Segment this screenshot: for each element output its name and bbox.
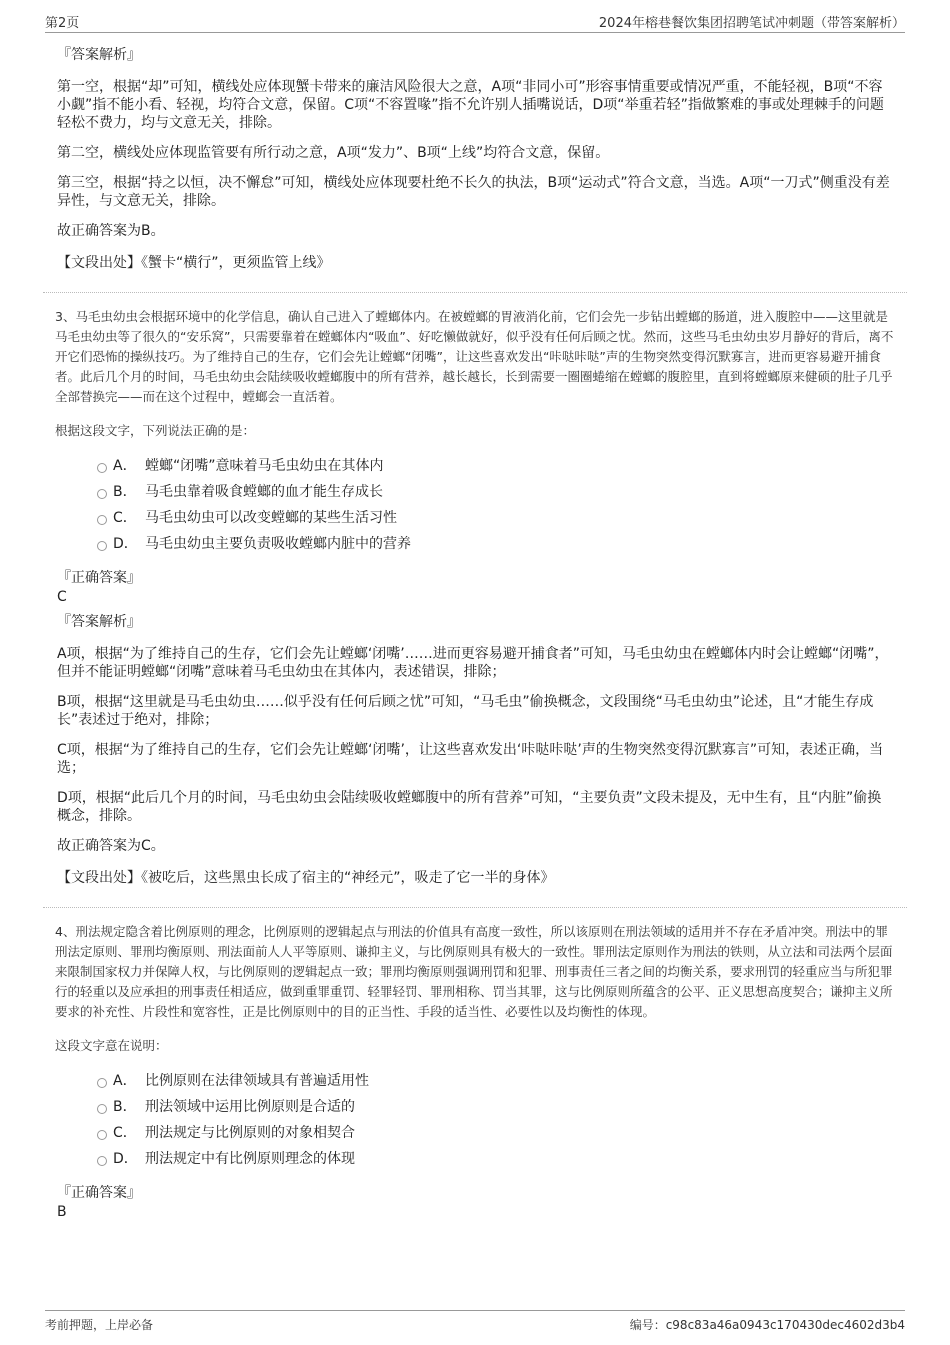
question-3-analysis-label: 『答案解析』 xyxy=(57,614,141,630)
question-divider xyxy=(43,292,907,293)
question-4-correct-label: 『正确答案』 xyxy=(57,1185,141,1201)
radio-button-icon[interactable] xyxy=(97,515,107,525)
question-4-option-d[interactable] xyxy=(93,1146,895,1172)
question-3-source: 【文段出处】《被吃后，这些黑虫长成了宿主的“神经元”，吸走了它一半的身体》 xyxy=(57,870,555,886)
page-number: 第2页 xyxy=(45,16,80,31)
option-text: 马毛虫靠着吸食螳螂的血才能生存成长 xyxy=(145,484,383,500)
radio-button-icon[interactable] xyxy=(97,1156,107,1166)
question-3-correct-label: 『正确答案』 xyxy=(57,570,141,586)
page-footer xyxy=(45,1310,905,1335)
document-title: 2024年榕巷餐饮集团招聘笔试冲刺题（带答案解析） xyxy=(598,16,905,31)
option-letter: D． xyxy=(113,1151,138,1167)
question-divider xyxy=(43,907,907,908)
question-3-answer-conclusion: 故正确答案为C。 xyxy=(57,838,165,854)
question-3-analysis-paragraph: C项，根据“为了维持自己的生存，它们会先让螳螂‘闭嘴’，让这些喜欢发出‘咔哒咔哒’声的生物突然变得沉默寡言”可知，表述正确，当选； xyxy=(57,742,884,776)
question-3-analysis-paragraph: A项，根据“为了维持自己的生存，它们会先让螳螂‘闭嘴’……进而更容易避开捕食者”可知，马毛虫幼虫在螳螂体内时会让螳螂“闭嘴”，但并不能证明螳螂“闭嘴”意味着马毛虫幼虫在其体内，表述错误，排除； xyxy=(57,646,889,680)
option-text: 螳螂“闭嘴”意味着马毛虫幼虫在其体内 xyxy=(145,458,384,474)
option-text: 比例原则在法律领域具有普遍适用性 xyxy=(145,1073,369,1089)
option-letter: D． xyxy=(113,536,138,552)
prev-analysis-paragraph: 第二空，横线处应体现监管要有所行动之意，A项“发力”、B项“上线”均符合文意，保留。 xyxy=(57,145,610,161)
option-letter: B． xyxy=(113,484,137,500)
option-text: 刑法规定中有比例原则理念的体现 xyxy=(145,1151,355,1167)
radio-button-icon[interactable] xyxy=(97,1104,107,1114)
prev-analysis-label: 『答案解析』 xyxy=(57,47,141,63)
prev-analysis-paragraph: 第一空，根据“却”可知，横线处应体现蟹卡带来的廉洁风险很大之意，A项“非同小可”形容事情重要或情况严重，不能轻视，B项“不容小觑”指不能小看、轻视，均符合文意，保留。C项“不容置喙”指不允许别人插嘴说话，D项“举重若轻”指做繁难的事或处理棘手的问题轻松不费力，均与文意无关，排除。 xyxy=(57,79,884,131)
question-4-option-c[interactable] xyxy=(93,1120,895,1146)
radio-button-icon[interactable] xyxy=(97,463,107,473)
footer-slogan: 考前押题，上岸必备 xyxy=(45,1318,154,1332)
document-code-value: c98c83a46a0943c170430dec4602d3b4 xyxy=(665,1318,905,1332)
option-text: 刑法规定与比例原则的对象相契合 xyxy=(145,1125,355,1141)
radio-button-icon[interactable] xyxy=(97,1078,107,1088)
document-body xyxy=(55,44,895,1226)
question-4-options xyxy=(93,1068,895,1172)
question-3-analysis-paragraph: D项，根据“此后几个月的时间，马毛虫幼虫会陆续吸收螳螂腹中的所有营养”可知，“主要负责”文段未提及，无中生有，且“内脏”偷换概念，排除。 xyxy=(57,790,882,824)
option-text: 马毛虫幼虫主要负责吸收螳螂内脏中的营养 xyxy=(145,536,411,552)
question-4-option-a[interactable] xyxy=(93,1068,895,1094)
document-code xyxy=(630,1316,905,1333)
option-text: 马毛虫幼虫可以改变螳螂的某些生活习性 xyxy=(145,510,397,526)
question-3-options xyxy=(93,453,895,557)
option-letter: B． xyxy=(113,1099,137,1115)
question-3-text: 3、马毛虫幼虫会根据环境中的化学信息，确认自己进入了螳螂体内。在被螳螂的胃液消化前，它们会先一步钻出螳螂的肠道，进入腹腔中——这里就是马毛虫幼虫等了很久的“安乐窝”，只需要靠着在螳螂体内“吸血”、好吃懒做就好，似乎没有任何后顾之忧。然而，这些马毛虫幼虫岁月静好的背后，离不开它们恐怖的操纵技巧。为了维持自己的生存，它们会先让螳螂“闭嘴”，让这些喜欢发出“咔哒咔哒”声的生物突然变得沉默寡言，进而更容易避开捕食者。此后几个月的时间，马毛虫幼虫会陆续吸收螳螂腹中的所有营养，越长越长，长到需要一圈圈蜷缩在螳螂的腹腔里，直到将螳螂原来健硕的肚子几乎全部替换完——而在这个过程中，螳螂会一直活着。 xyxy=(55,309,894,404)
question-3-prompt: 根据这段文字，下列说法正确的是： xyxy=(55,423,256,438)
question-3-analysis-paragraph: B项，根据“这里就是马毛虫幼虫……似乎没有任何后顾之忧”可知，“马毛虫”偷换概念，文段围绕“马毛虫幼虫”论述，且“才能生存成长”表述过于绝对，排除； xyxy=(57,694,874,728)
radio-button-icon[interactable] xyxy=(97,541,107,551)
question-3-option-c[interactable] xyxy=(93,505,895,531)
question-3-option-b[interactable] xyxy=(93,479,895,505)
question-4-correct-answer: B xyxy=(57,1204,67,1220)
option-letter: C． xyxy=(113,510,137,526)
radio-button-icon[interactable] xyxy=(97,1130,107,1140)
question-4-text: 4、刑法规定隐含着比例原则的理念，比例原则的逻辑起点与刑法的价值具有高度一致性，所以该原则在刑法领域的适用并不存在矛盾冲突。刑法中的罪刑法定原则、罪刑均衡原则、刑法面前人人平等原则、谦抑主义，与比例原则具有极大的一致性。罪刑法定原则作为刑法的铁则，从立法和司法两个层面来限制国家权力并保障人权，与比例原则的逻辑起点一致；罪刑均衡原则强调刑罚和犯罪、刑事责任三者之间的均衡关系，要求刑罚的轻重应当与所犯罪行的轻重以及应承担的刑事责任相适应，做到重罪重罚、轻罪轻罚、罪刑相称、罚当其罪，这与比例原则所蕴含的公平、正义思想高度契合；谦抑主义所要求的补充性、片段性和宽容性，正是比例原则中的目的正当性、手段的适当性、必要性以及均衡性的体现。 xyxy=(55,924,893,1019)
question-4-prompt: 这段文字意在说明： xyxy=(55,1038,168,1053)
prev-source: 【文段出处】《蟹卡“横行”，更须监管上线》 xyxy=(57,255,331,271)
question-4-option-b[interactable] xyxy=(93,1094,895,1120)
prev-answer-conclusion: 故正确答案为B。 xyxy=(57,223,165,239)
option-letter: A． xyxy=(113,1073,137,1089)
option-letter: A． xyxy=(113,458,137,474)
question-3-option-a[interactable] xyxy=(93,453,895,479)
radio-button-icon[interactable] xyxy=(97,489,107,499)
question-3-option-d[interactable] xyxy=(93,531,895,557)
option-text: 刑法领域中运用比例原则是合适的 xyxy=(145,1099,355,1115)
option-letter: C． xyxy=(113,1125,137,1141)
page-header xyxy=(45,10,905,33)
question-3-correct-answer: C xyxy=(57,589,67,605)
prev-analysis-paragraph: 第三空，根据“持之以恒，决不懈怠”可知，横线处应体现要杜绝不长久的执法，B项“运动式”符合文意，当选。A项“一刀式”侧重没有差异性，与文意无关，排除。 xyxy=(57,175,890,209)
document-code-label: 编号： xyxy=(629,1318,666,1332)
